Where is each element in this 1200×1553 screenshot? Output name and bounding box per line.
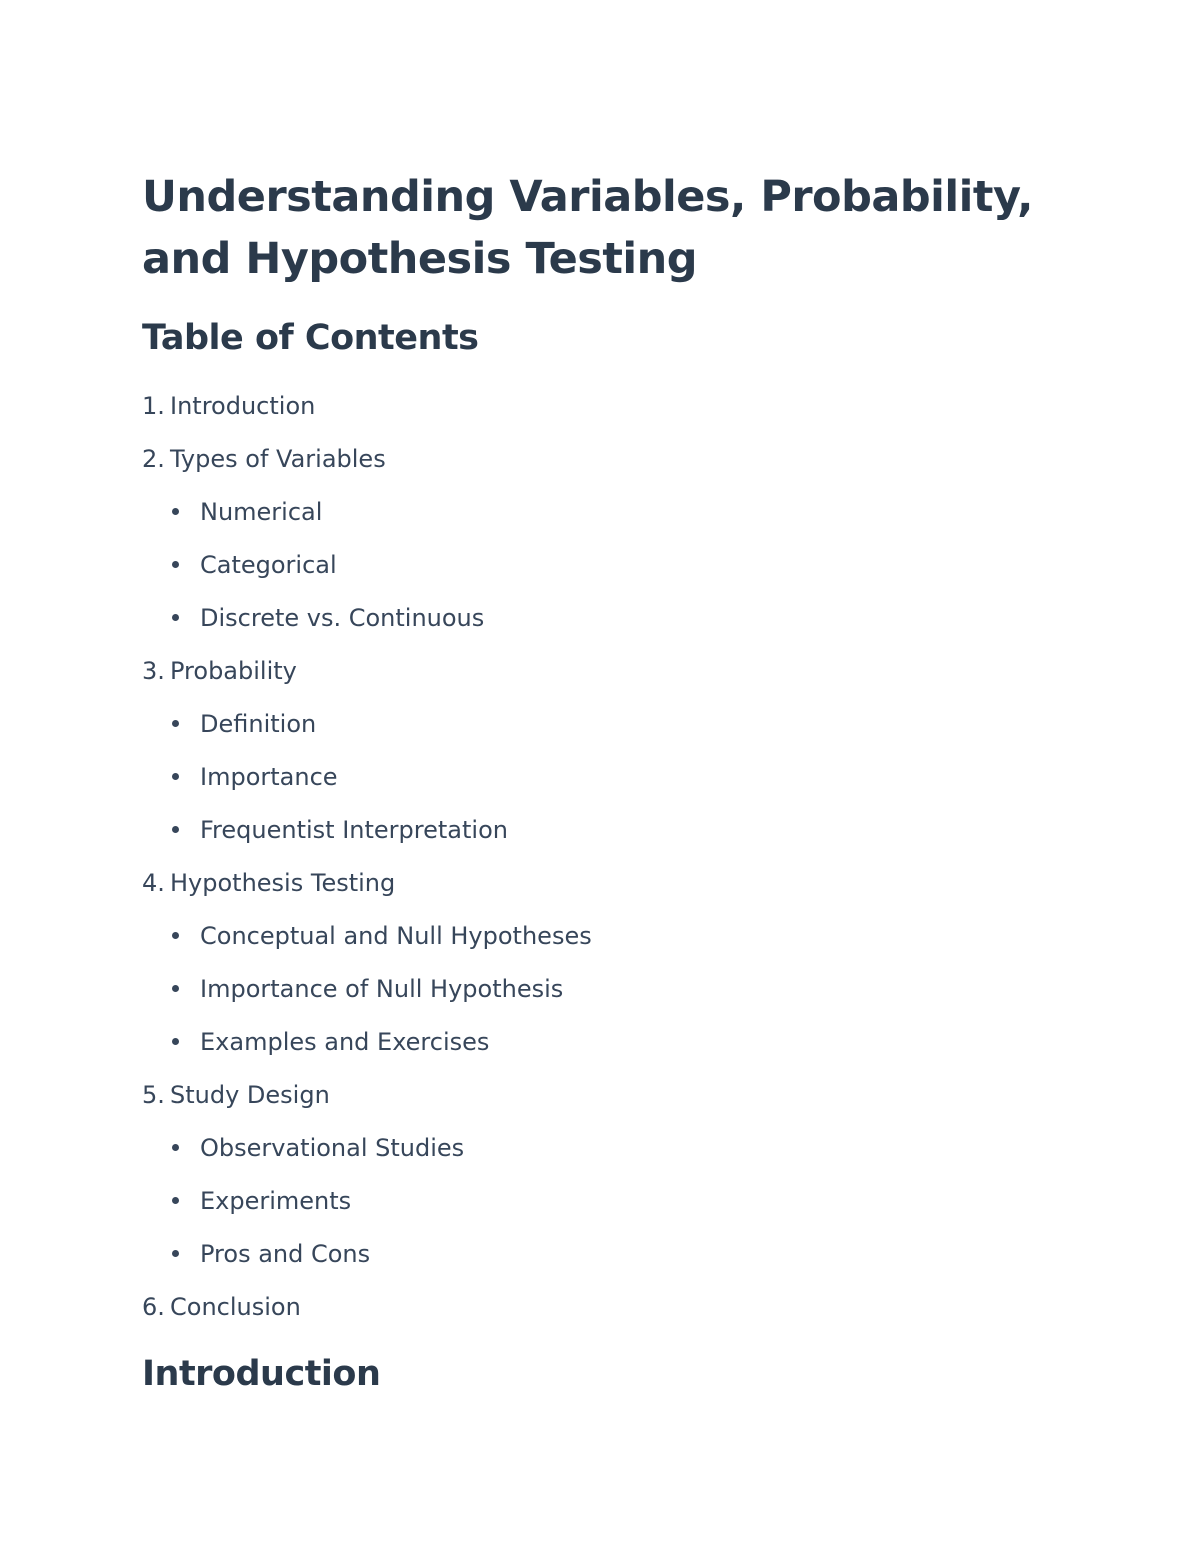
toc-item-label: Introduction (170, 392, 316, 420)
toc-subitem[interactable] (142, 810, 1042, 863)
toc-subitem-label: Importance of Null Hypothesis (200, 975, 564, 1003)
toc-subitem[interactable] (142, 598, 1042, 651)
toc-item-number: 6. (142, 1293, 165, 1321)
toc-item[interactable] (142, 439, 1042, 492)
toc-subitem-label: Categorical (200, 551, 337, 579)
toc-subitem[interactable] (142, 1022, 1042, 1075)
toc-subitem[interactable] (142, 916, 1042, 969)
toc-subitem[interactable] (142, 1181, 1042, 1234)
bullet-icon (172, 1038, 179, 1045)
toc-item-number: 2. (142, 445, 165, 473)
toc-item-number: 1. (142, 392, 165, 420)
toc-subitem-label: Observational Studies (200, 1134, 465, 1162)
toc-subitem-label: Pros and Cons (200, 1240, 371, 1268)
toc-subitem[interactable] (142, 969, 1042, 1022)
bullet-icon (172, 985, 179, 992)
toc-subitem[interactable] (142, 757, 1042, 810)
bullet-icon (172, 1250, 179, 1257)
toc-subitem-label: Discrete vs. Continuous (200, 604, 485, 632)
toc-subitem-label: Importance (200, 763, 338, 791)
toc-subitem-label: Frequentist Interpretation (200, 816, 508, 844)
bullet-icon (172, 826, 179, 833)
toc-subitem[interactable] (142, 1128, 1042, 1181)
toc-item-label: Probability (170, 657, 297, 685)
toc-item-number: 5. (142, 1081, 165, 1109)
toc-subitem[interactable] (142, 704, 1042, 757)
toc-item[interactable] (142, 1075, 1042, 1128)
toc-subitem-label: Examples and Exercises (200, 1028, 490, 1056)
bullet-icon (172, 508, 179, 515)
toc-item-number: 4. (142, 869, 165, 897)
introduction-heading: Introduction (142, 1354, 381, 1394)
toc-item-label: Hypothesis Testing (170, 869, 396, 897)
toc-subitem-label: Experiments (200, 1187, 352, 1215)
bullet-icon (172, 932, 179, 939)
bullet-icon (172, 1197, 179, 1204)
toc-item[interactable] (142, 1287, 1042, 1340)
toc-subitem-label: Numerical (200, 498, 323, 526)
toc-item-label: Study Design (170, 1081, 330, 1109)
bullet-icon (172, 561, 179, 568)
toc-item[interactable] (142, 651, 1042, 704)
toc-subitem[interactable] (142, 1234, 1042, 1287)
toc-subitem[interactable] (142, 545, 1042, 598)
bullet-icon (172, 720, 179, 727)
bullet-icon (172, 773, 179, 780)
toc-item-label: Types of Variables (170, 445, 386, 473)
toc-subitem[interactable] (142, 492, 1042, 545)
bullet-icon (172, 1144, 179, 1151)
table-of-contents (142, 386, 1042, 1340)
toc-item-label: Conclusion (170, 1293, 301, 1321)
document-title: Understanding Variables, Probability, and Hypothesis Testing (142, 172, 1033, 284)
toc-heading: Table of Contents (142, 318, 479, 358)
toc-item-number: 3. (142, 657, 165, 685)
toc-item[interactable] (142, 386, 1042, 439)
bullet-icon (172, 614, 179, 621)
toc-item[interactable] (142, 863, 1042, 916)
toc-subitem-label: Conceptual and Null Hypotheses (200, 922, 592, 950)
toc-subitem-label: Definition (200, 710, 317, 738)
